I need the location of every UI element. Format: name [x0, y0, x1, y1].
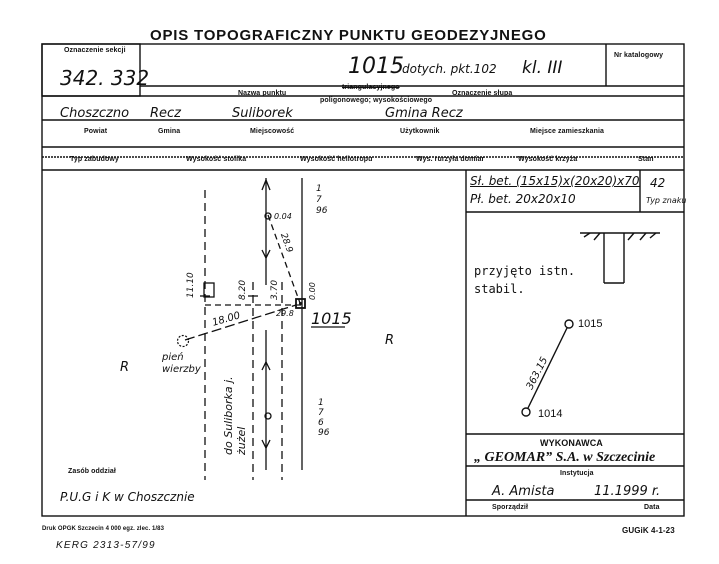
powiat-value: Choszczno	[60, 106, 130, 121]
point-note: dotych. pkt.102	[402, 62, 497, 76]
mini-point-1014: 1014	[538, 408, 563, 420]
sketch-point-label: 1015	[311, 309, 352, 328]
type-label: Typ znaku	[646, 196, 687, 205]
tree-label: pień wierzby	[162, 352, 201, 375]
powiat-label: Powiat	[84, 128, 108, 135]
marker-bottom-label: 1 7 6 96	[318, 398, 330, 438]
marker-top-label: 1 7 96	[316, 184, 328, 216]
region-label-right: R	[385, 333, 395, 348]
date-value: 11.1999 r.	[594, 484, 661, 499]
catalog-label: Nr katalogowy	[614, 52, 664, 59]
monument-note-2: stabil.	[474, 282, 525, 296]
author-value: A. Amista	[492, 484, 555, 499]
kerg-number: KERG 2313-57/99	[56, 540, 156, 551]
gmina-label: Gmina	[158, 128, 181, 135]
gmina-value: Recz	[150, 106, 182, 121]
contractor-label: WYKONAWCA	[540, 438, 603, 448]
region-label-left: R	[120, 360, 130, 375]
print-info: Druk OPGK Szczecin 4 000 egz. zlec. 1/83	[42, 526, 165, 532]
dist-8-label: 8.20	[238, 279, 248, 300]
dist-28-label: 28.9	[277, 231, 295, 255]
slup-label: Oznaczenie słupa	[452, 90, 513, 97]
dist-1-label: 0.00	[308, 282, 317, 300]
wys-krzyza-label: Wysokość krzyża	[518, 156, 578, 163]
uzytkownik-label: Użytkownik	[400, 128, 440, 135]
monument-note-1: przyjęto istn.	[474, 264, 576, 278]
miejscowosc-label: Miejscowość	[250, 128, 295, 135]
contractor-name: „ GEOMAR” S.A. w Szczecinie	[474, 450, 656, 465]
mini-distance: 363.15	[524, 355, 551, 392]
stan-label: Stan	[638, 156, 654, 163]
inst-label: Instytucja	[560, 470, 594, 477]
type-value: 42	[650, 176, 666, 190]
monument-line-1: Sł. bet. (15x15)x(20x20)x70	[470, 174, 640, 188]
road-label: do Suliborka j. żużel	[222, 376, 248, 455]
dist-3-label: 3.70	[270, 279, 280, 300]
wys-heliotropu-label: Wysokość heliotropu	[300, 156, 373, 163]
sekcja-value: 342. 332	[60, 66, 150, 90]
wys-rurzyla-label: Wys. rurzyła domiar	[416, 156, 485, 163]
archive-label: Zasób oddział	[68, 468, 116, 475]
form-code: GUGiK 4-1-23	[622, 526, 675, 535]
dist-4-label: 0.04	[274, 212, 292, 221]
typ-zabudowy-label: Typ zabudowy	[70, 156, 119, 163]
miejscowosc-value: Suliborek	[232, 106, 293, 121]
dist-11-label: 11.10	[186, 272, 196, 298]
miejsce-label: Miejsce zamieszkania	[530, 128, 604, 135]
nazwa-label: Nazwa punktu	[238, 90, 287, 97]
type-triangulacyjny: triangulacyjnego	[342, 84, 400, 91]
point-number: 1015	[348, 54, 404, 79]
type-poligonowy: poligonowego; wysokościowego	[320, 97, 433, 104]
point-class: kl. III	[522, 58, 563, 78]
monument-line-2: Pł. bet. 20x20x10	[470, 192, 576, 206]
archive-value: P.U.G i K w Choszcznie	[60, 490, 195, 504]
document-title: OPIS TOPOGRAFICZNY PUNKTU GEODEZYJNEGO	[150, 27, 547, 44]
dist-pt-label: 29.8	[276, 309, 294, 318]
mini-point-1015: 1015	[578, 318, 603, 330]
author-label: Sporządził	[492, 504, 529, 511]
date-label: Data	[644, 504, 660, 511]
uzytkownik-value: Gmina Recz	[385, 106, 463, 121]
wys-stolika-label: Wysokość stolika	[186, 156, 247, 163]
dist-18-label: 18.00	[211, 310, 242, 329]
sekcja-label: Oznaczenie sekcji	[64, 47, 126, 54]
